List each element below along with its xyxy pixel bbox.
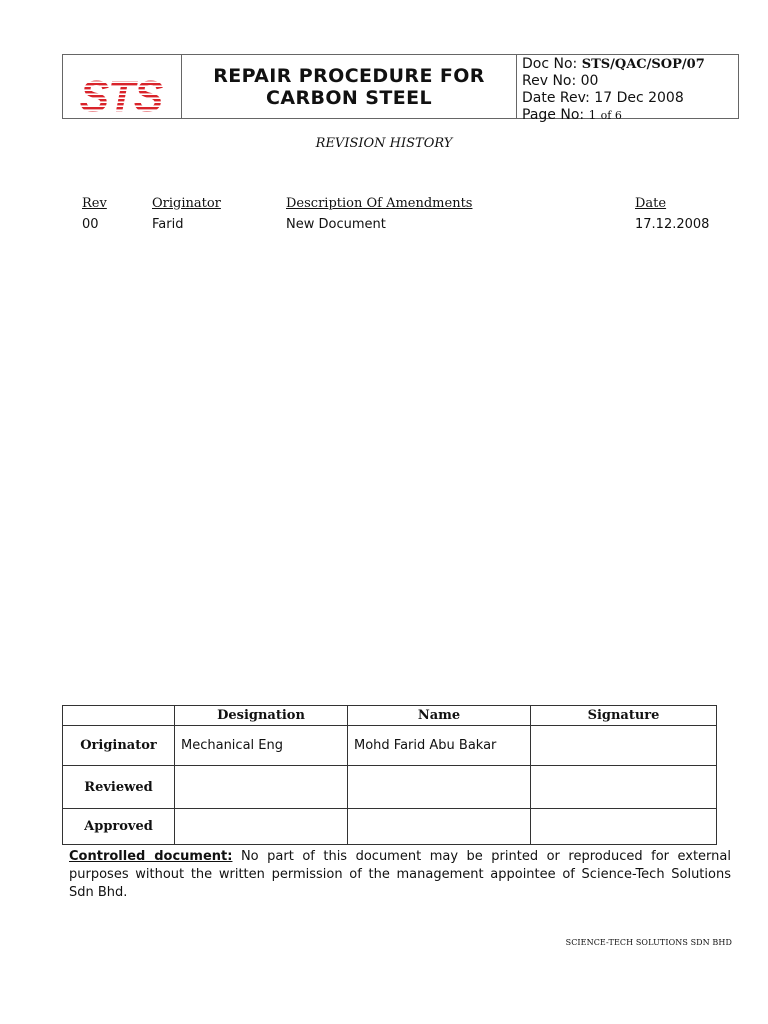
name-cell: Mohd Farid Abu Bakar xyxy=(348,726,531,766)
page-number: 1 xyxy=(588,108,597,122)
revision-rev: 00 xyxy=(82,217,99,232)
designation-cell: Mechanical Eng xyxy=(175,726,348,766)
controlled-document-text: No part of this document may be printed or reproduced for external purposes without the written permission of the management appointee of Science-Tech Solutions Sdn Bhd. xyxy=(69,849,731,900)
signature-cell xyxy=(531,766,717,809)
signature-cell xyxy=(531,809,717,845)
sts-logo-icon xyxy=(63,55,181,120)
footer-company: SCIENCE-TECH SOLUTIONS SDN BHD xyxy=(565,938,732,947)
rev-no: Rev No: 00 xyxy=(522,73,599,89)
signature-table xyxy=(62,705,717,845)
doc-no xyxy=(522,56,733,73)
table-row xyxy=(63,726,717,766)
revision-originator: Farid xyxy=(152,217,184,232)
col-header-date: Date xyxy=(635,196,667,211)
signature-table-header xyxy=(63,706,717,726)
designation-cell xyxy=(175,766,348,809)
document-title xyxy=(182,55,517,118)
logo-cell xyxy=(63,55,182,118)
page-no xyxy=(522,107,733,124)
col-header-originator: Originator xyxy=(152,196,221,211)
table-row xyxy=(63,809,717,845)
signature-header: Signature xyxy=(531,706,717,726)
page-of: of 6 xyxy=(600,109,622,122)
name-cell xyxy=(348,809,531,845)
revision-history-title: REVISION HISTORY xyxy=(315,136,453,151)
blank-header xyxy=(63,706,175,726)
table-row xyxy=(63,766,717,809)
title-line-2: CARBON STEEL xyxy=(266,86,432,109)
revision-date: 17.12.2008 xyxy=(635,217,710,232)
controlled-document-label: Controlled document: xyxy=(69,849,233,864)
signature-cell xyxy=(531,726,717,766)
col-header-description: Description Of Amendments xyxy=(286,196,473,211)
role-originator: Originator xyxy=(63,726,175,766)
date-rev: Date Rev: 17 Dec 2008 xyxy=(522,90,684,106)
role-reviewed: Reviewed xyxy=(63,766,175,809)
designation-header: Designation xyxy=(175,706,348,726)
document-meta xyxy=(517,55,738,123)
doc-no-value: STS/QAC/SOP/07 xyxy=(581,57,705,72)
designation-cell xyxy=(175,809,348,845)
name-header: Name xyxy=(348,706,531,726)
document-header xyxy=(62,54,739,123)
col-header-rev: Rev xyxy=(82,196,107,211)
sts-logo-text: STS xyxy=(79,72,163,120)
role-approved: Approved xyxy=(63,809,175,845)
doc-no-label: Doc No: xyxy=(522,56,578,72)
revision-description: New Document xyxy=(286,217,386,232)
title-line-1: REPAIR PROCEDURE FOR xyxy=(213,64,485,87)
name-cell xyxy=(348,766,531,809)
controlled-document-notice xyxy=(69,848,731,902)
page-label: Page No: xyxy=(522,107,585,123)
